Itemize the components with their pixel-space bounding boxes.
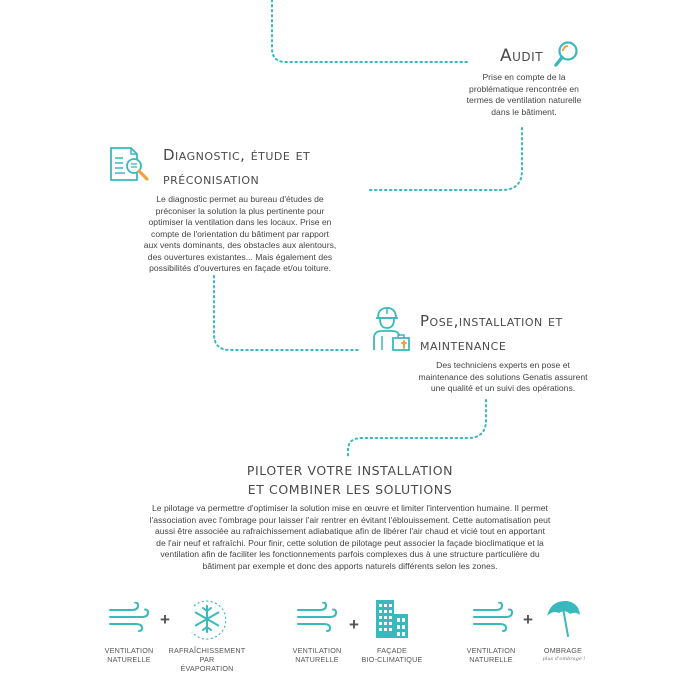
diagnostic-description: Le diagnostic permet au bureau d'études de préconiser la solution la plus pertinente pour optimiser la ventilation dans les locaux. Prise en compte de l'orientation du bâtiment par rapport aux vents dominants, des obstacles aux alentours, des ouvertures existantes... Mais également des possibilités d'ouvertures en façade et/ou toiture. [143, 194, 337, 273]
pose-title: Pose,installation et maintenance [420, 312, 563, 354]
pilot-title: PILOTER VOTRE INSTALLATION ET COMBINER LES SOLUTIONS [246, 463, 454, 497]
snowflake-icon [186, 598, 228, 640]
plus-sign: + [349, 615, 359, 634]
pilot-description: Le pilotage va permettre d'optimiser la solution mise en œuvre et limiter l'intervention humaine. Il permet l'association avec l'ombrage pour laisser l'air rentrer en évitant l'éblouissement. Cette automatisation peut aussi être associée au rafraichissement adiabatique afin de libérer l'air chaud et vicié tout en apportant de l'air neuf et rafraîchi. Pour finir, cette solution de pilotage peut associer la façade bioclimatique et la ventilation afin de faciliter les fonctionnements parfois complexes dus à une structure particulière du bâtiment par exemple et donc des apports naturels différents selon les zones. [149, 503, 551, 571]
wind-icon [296, 602, 340, 632]
wind-icon [108, 602, 152, 632]
umbrella-icon [545, 598, 581, 638]
caption-ventilation-1: VENTILATION NATURELLE [104, 646, 154, 664]
caption-facade: FAÇADE BIO-CLIMATIQUE [361, 646, 423, 664]
technician-icon [372, 306, 412, 354]
ombrage-brand-text: plus d'ombrage ! [542, 656, 586, 662]
caption-ventilation-2: VENTILATION NATURELLE [292, 646, 342, 664]
plus-sign: + [523, 610, 533, 629]
diagnostic-title: Diagnostic, étude et préconisation [163, 146, 311, 188]
magnifier-icon [553, 40, 579, 70]
document-search-icon [109, 146, 153, 186]
audit-title: Audit [500, 46, 544, 66]
caption-rafraichissement: RAFRAÎCHISSEMENT PAR ÉVAPORATION [168, 646, 246, 673]
plus-sign: + [160, 610, 170, 629]
audit-description: Prise en compte de la problématique rencontrée en termes de ventilation naturelle dans le bâtiment. [466, 72, 582, 117]
pose-description: Des techniciens experts en pose et maintenance des solutions Genatis assurent une qualité et un suivi des opérations. [418, 360, 588, 393]
caption-ventilation-3: VENTILATION NATURELLE [466, 646, 516, 664]
wind-icon [472, 602, 516, 632]
caption-ombrage: OMBRAGE [543, 646, 583, 655]
building-icon [374, 598, 410, 640]
